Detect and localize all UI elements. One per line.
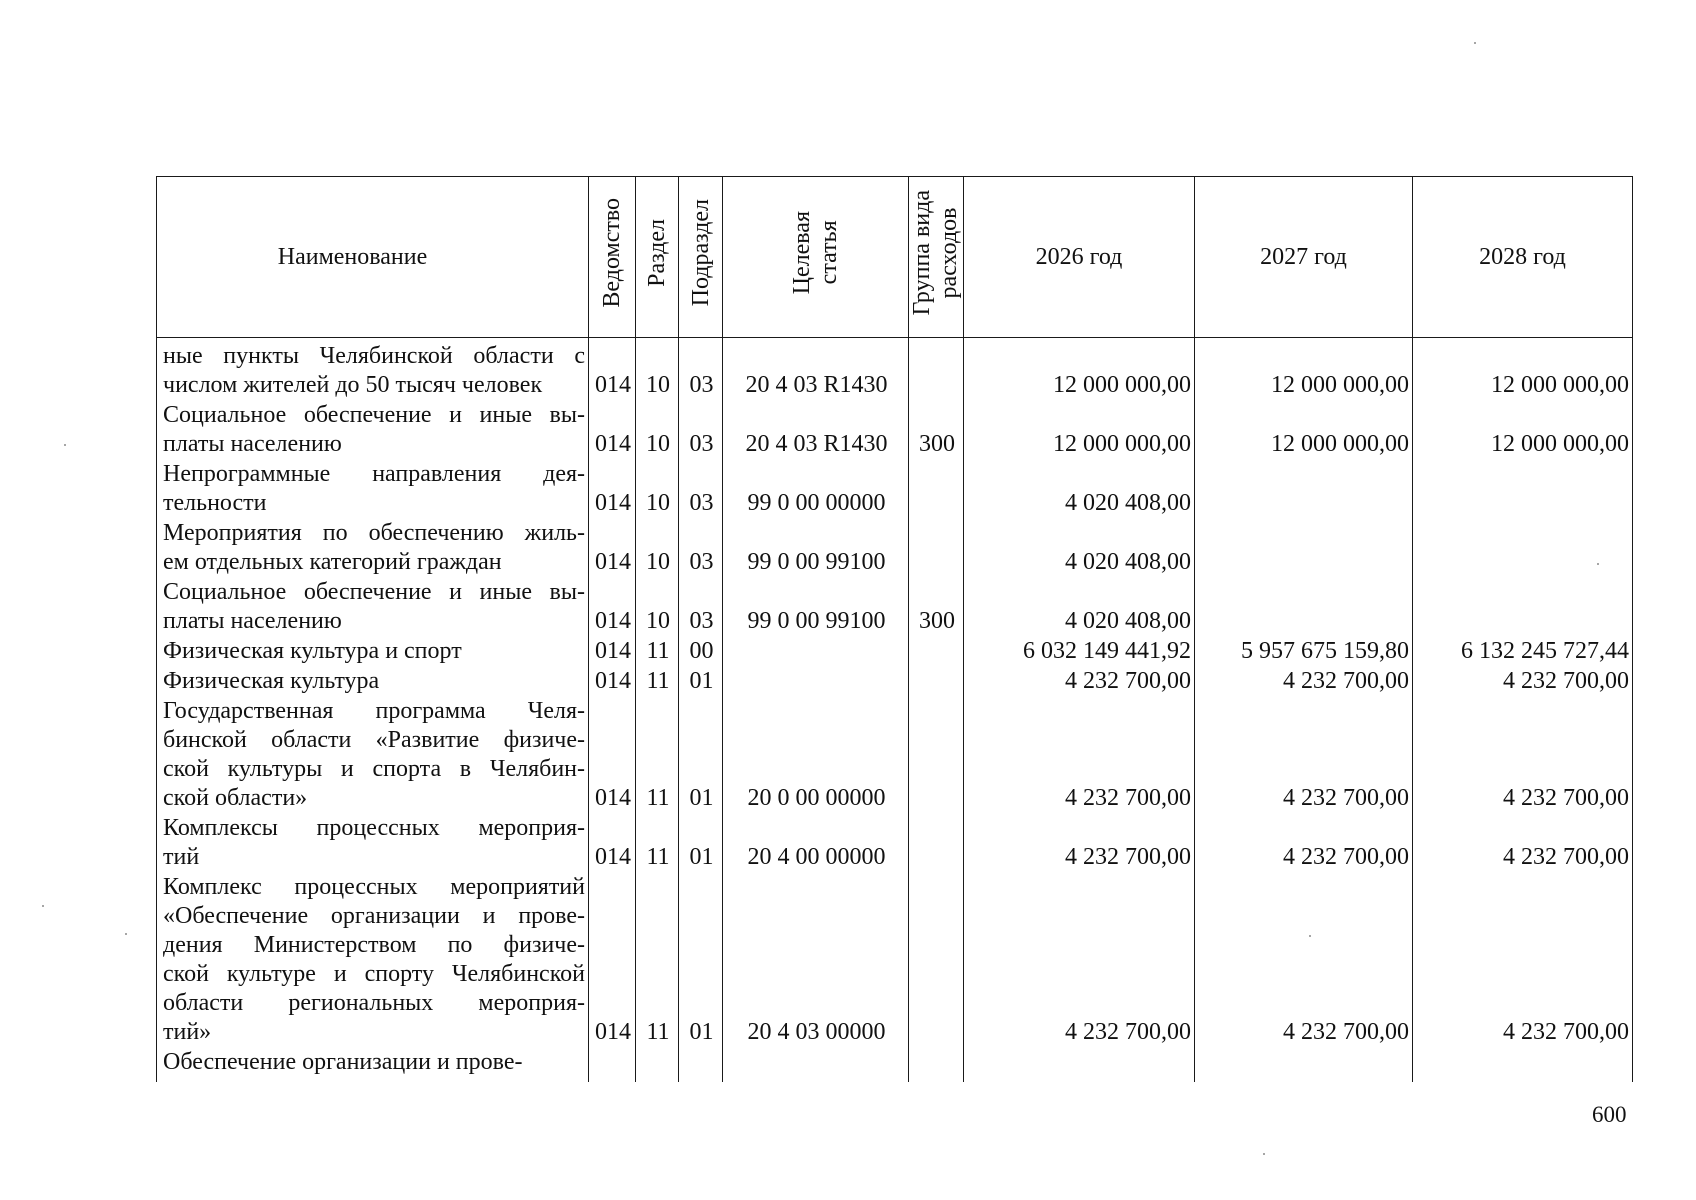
cell-name-line: Комплекс процессных мероприятий (163, 874, 585, 900)
cell-amount-2026: 6 032 149 441,92 (964, 637, 1195, 667)
cell-amount-2028: 6 132 245 727,44 (1413, 637, 1633, 667)
table-row (157, 697, 1633, 814)
cell-amount-2026: 12 000 000,00 (964, 338, 1195, 402)
cell-gruppa-rashodov (909, 697, 964, 814)
cell-name (157, 637, 589, 667)
cell-vedomstvo: 014 (589, 519, 636, 578)
table-row (157, 401, 1633, 460)
cell-amount-2027 (1195, 1048, 1413, 1082)
header-podrazdel-label: Подраздел (687, 199, 714, 307)
cell-amount-2028: 12 000 000,00 (1413, 338, 1633, 402)
cell-amount-2026: 4 020 408,00 (964, 578, 1195, 637)
cell-podrazdel: 03 (679, 519, 723, 578)
cell-razdel: 11 (636, 873, 679, 1048)
cell-podrazdel: 01 (679, 814, 723, 873)
scan-speck (1263, 1153, 1265, 1155)
scan-speck (1597, 563, 1599, 565)
header-vedomstvo (589, 177, 636, 338)
cell-name-line: Комплексы процессных мероприя- (163, 815, 585, 841)
cell-celevaya-statya: 20 4 00 00000 (723, 814, 909, 873)
cell-amount-2027: 4 232 700,00 (1195, 873, 1413, 1048)
page-number: 600 (1592, 1102, 1627, 1127)
cell-amount-2028 (1413, 578, 1633, 637)
cell-celevaya-statya: 20 4 03 R1430 (723, 401, 909, 460)
cell-amount-2028: 12 000 000,00 (1413, 401, 1633, 460)
header-celevaya-line2: статья (815, 221, 842, 285)
cell-name-line: числом жителей до 50 тысяч человек (163, 372, 543, 398)
cell-podrazdel: 03 (679, 338, 723, 402)
cell-amount-2028 (1413, 460, 1633, 519)
cell-amount-2027: 4 232 700,00 (1195, 697, 1413, 814)
table-row (157, 814, 1633, 873)
header-year-2026: 2026 год (964, 177, 1195, 338)
cell-razdel: 10 (636, 578, 679, 637)
cell-gruppa-rashodov (909, 338, 964, 402)
cell-razdel: 11 (636, 667, 679, 697)
cell-celevaya-statya (723, 637, 909, 667)
table-row (157, 1048, 1633, 1082)
cell-name (157, 1048, 589, 1082)
cell-celevaya-statya: 99 0 00 99100 (723, 578, 909, 637)
cell-amount-2028 (1413, 1048, 1633, 1082)
header-row (157, 177, 1633, 338)
cell-razdel: 11 (636, 697, 679, 814)
cell-name-line: Физическая культура (163, 668, 380, 694)
cell-name (157, 460, 589, 519)
cell-name-line: дения Министерством по физиче- (163, 932, 585, 958)
cell-podrazdel: 01 (679, 667, 723, 697)
cell-gruppa-rashodov (909, 667, 964, 697)
cell-name-line: тий (163, 844, 200, 870)
header-name: Наименование (157, 177, 589, 338)
cell-name-line: Социальное обеспечение и иные вы- (163, 402, 585, 428)
header-gruppa-label (909, 190, 963, 315)
header-celevaya-label (789, 211, 843, 294)
table-row (157, 637, 1633, 667)
cell-name (157, 667, 589, 697)
cell-amount-2028: 4 232 700,00 (1413, 873, 1633, 1048)
scan-speck (64, 444, 66, 446)
cell-name-line: тий» (163, 1019, 212, 1045)
cell-name (157, 578, 589, 637)
cell-name (157, 401, 589, 460)
cell-name-line: Обеспечение организации и прове- (163, 1049, 523, 1075)
cell-amount-2027: 12 000 000,00 (1195, 401, 1413, 460)
cell-vedomstvo: 014 (589, 401, 636, 460)
header-gruppa-line2: расходов (936, 207, 962, 299)
cell-name-line: Мероприятия по обеспечению жиль- (163, 520, 585, 546)
cell-razdel: 10 (636, 519, 679, 578)
cell-amount-2026: 4 020 408,00 (964, 519, 1195, 578)
cell-name-line: ской культуре и спорту Челябинской (163, 961, 585, 987)
cell-amount-2027: 4 232 700,00 (1195, 814, 1413, 873)
header-gruppa-line1: Группа вида (909, 190, 935, 316)
header-podrazdel (679, 177, 723, 338)
cell-amount-2028: 4 232 700,00 (1413, 697, 1633, 814)
header-razdel (636, 177, 679, 338)
cell-vedomstvo: 014 (589, 578, 636, 637)
cell-name-line: «Обеспечение организации и прове- (163, 903, 585, 929)
table-header (157, 177, 1633, 338)
cell-vedomstvo (589, 1048, 636, 1082)
header-vedomstvo-label: Ведомство (599, 198, 625, 308)
cell-amount-2027 (1195, 460, 1413, 519)
cell-amount-2028: 4 232 700,00 (1413, 814, 1633, 873)
cell-gruppa-rashodov (909, 873, 964, 1048)
cell-razdel: 10 (636, 338, 679, 402)
cell-podrazdel: 00 (679, 637, 723, 667)
cell-podrazdel: 01 (679, 697, 723, 814)
cell-name-line: ской области» (163, 785, 308, 811)
cell-razdel: 10 (636, 460, 679, 519)
cell-gruppa-rashodov: 300 (909, 401, 964, 460)
scan-speck (1309, 935, 1311, 937)
cell-name (157, 814, 589, 873)
scan-speck (1474, 42, 1476, 44)
cell-amount-2026: 12 000 000,00 (964, 401, 1195, 460)
header-year-2028: 2028 год (1413, 177, 1633, 338)
cell-name (157, 519, 589, 578)
cell-celevaya-statya (723, 1048, 909, 1082)
table-row (157, 519, 1633, 578)
cell-name-line: ской культуры и спорта в Челябин- (163, 756, 585, 782)
cell-name-line: платы населению (163, 608, 342, 634)
cell-amount-2026: 4 232 700,00 (964, 814, 1195, 873)
cell-razdel: 11 (636, 637, 679, 667)
table-row (157, 667, 1633, 697)
cell-name-line: Государственная программа Челя- (163, 698, 585, 724)
cell-amount-2026: 4 232 700,00 (964, 697, 1195, 814)
cell-celevaya-statya: 99 0 00 00000 (723, 460, 909, 519)
cell-razdel (636, 1048, 679, 1082)
cell-gruppa-rashodov (909, 519, 964, 578)
cell-celevaya-statya: 20 4 03 R1430 (723, 338, 909, 402)
cell-name-line: Социальное обеспечение и иные вы- (163, 579, 585, 605)
cell-razdel: 11 (636, 814, 679, 873)
header-gruppa-vida-rashodov (909, 177, 964, 338)
cell-amount-2028 (1413, 519, 1633, 578)
cell-amount-2026: 4 232 700,00 (964, 873, 1195, 1048)
cell-gruppa-rashodov: 300 (909, 578, 964, 637)
cell-amount-2027 (1195, 519, 1413, 578)
table-row (157, 338, 1633, 402)
table-row (157, 460, 1633, 519)
cell-podrazdel: 03 (679, 401, 723, 460)
header-celevaya-statya (723, 177, 909, 338)
cell-podrazdel (679, 1048, 723, 1082)
cell-amount-2026 (964, 1048, 1195, 1082)
cell-celevaya-statya: 99 0 00 99100 (723, 519, 909, 578)
cell-vedomstvo: 014 (589, 460, 636, 519)
header-razdel-label: Раздел (644, 219, 670, 287)
cell-amount-2027: 5 957 675 159,80 (1195, 637, 1413, 667)
table-row (157, 873, 1633, 1048)
cell-celevaya-statya: 20 4 03 00000 (723, 873, 909, 1048)
cell-amount-2027: 12 000 000,00 (1195, 338, 1413, 402)
cell-name-line: области региональных мероприя- (163, 990, 585, 1016)
cell-amount-2027 (1195, 578, 1413, 637)
cell-name (157, 338, 589, 402)
header-year-2027: 2027 год (1195, 177, 1413, 338)
cell-celevaya-statya: 20 0 00 00000 (723, 697, 909, 814)
cell-gruppa-rashodov (909, 637, 964, 667)
cell-vedomstvo: 014 (589, 637, 636, 667)
budget-table (156, 176, 1633, 1082)
cell-name-line: Физическая культура и спорт (163, 638, 462, 664)
cell-name (157, 873, 589, 1048)
cell-podrazdel: 03 (679, 578, 723, 637)
cell-amount-2026: 4 232 700,00 (964, 667, 1195, 697)
header-celevaya-line1: Целевая (788, 211, 815, 295)
cell-amount-2026: 4 020 408,00 (964, 460, 1195, 519)
table-body (157, 338, 1633, 1083)
cell-vedomstvo: 014 (589, 873, 636, 1048)
cell-name-line: ные пункты Челябинской области с (163, 343, 585, 369)
scan-speck (125, 933, 127, 935)
scan-speck (42, 905, 44, 907)
cell-gruppa-rashodov (909, 460, 964, 519)
cell-celevaya-statya (723, 667, 909, 697)
cell-podrazdel: 03 (679, 460, 723, 519)
cell-name-line: тельности (163, 490, 267, 516)
cell-vedomstvo: 014 (589, 667, 636, 697)
cell-amount-2028: 4 232 700,00 (1413, 667, 1633, 697)
cell-podrazdel: 01 (679, 873, 723, 1048)
cell-name-line: Непрограммные направления дея- (163, 461, 585, 487)
cell-razdel: 10 (636, 401, 679, 460)
cell-name-line: бинской области «Развитие физиче- (163, 727, 585, 753)
cell-vedomstvo: 014 (589, 814, 636, 873)
cell-vedomstvo: 014 (589, 697, 636, 814)
cell-name-line: платы населению (163, 431, 342, 457)
cell-vedomstvo: 014 (589, 338, 636, 402)
cell-amount-2027: 4 232 700,00 (1195, 667, 1413, 697)
cell-name (157, 697, 589, 814)
cell-gruppa-rashodov (909, 814, 964, 873)
cell-gruppa-rashodov (909, 1048, 964, 1082)
table-row (157, 578, 1633, 637)
cell-name-line: ем отдельных категорий граждан (163, 549, 502, 575)
